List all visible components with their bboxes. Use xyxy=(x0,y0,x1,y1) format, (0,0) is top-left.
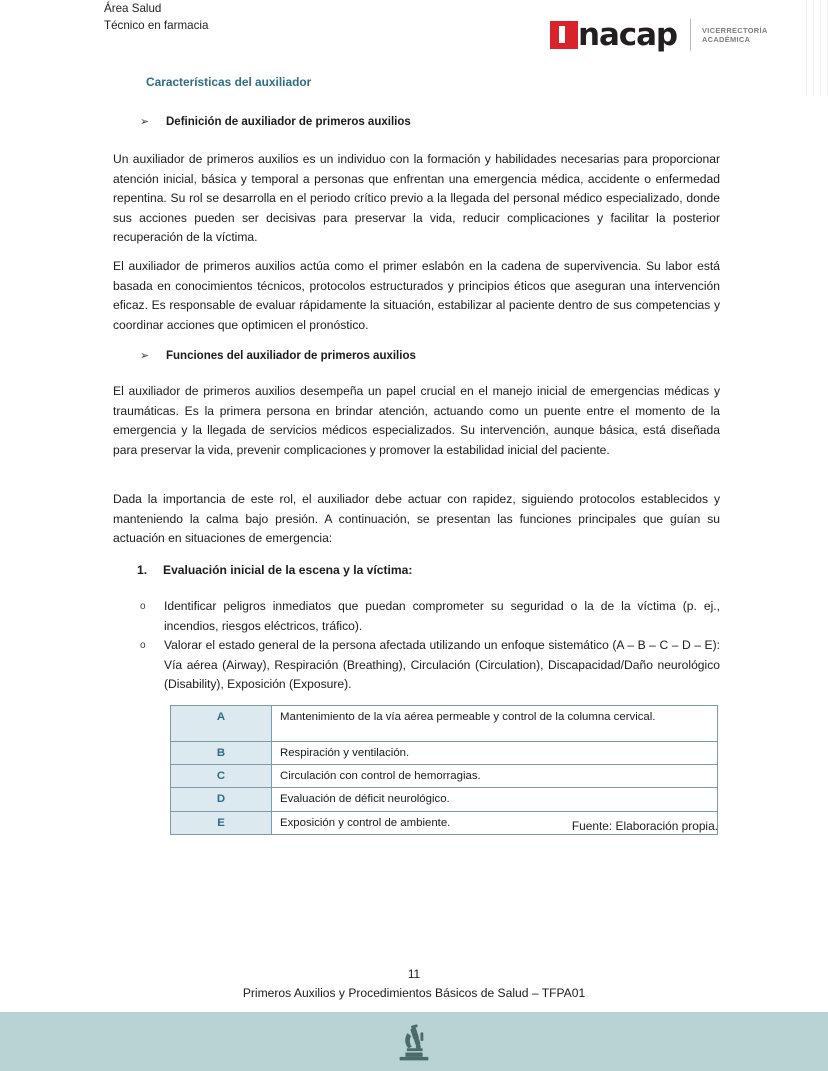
subheading-definicion-label: Definición de auxiliador de primeros auxilios xyxy=(166,116,411,128)
table-cell-letter: B xyxy=(171,742,272,765)
header-program-info xyxy=(104,1,208,34)
table-cell-description: Exposición y control de ambiente. xyxy=(272,811,718,834)
microscope-icon xyxy=(391,1018,437,1064)
paragraph-definicion-2: El auxiliador de primeros auxilios actúa como el primer eslabón en la cadena de supervivencia. Su labor está basada en conocimientos técnicos, protocolos estructurados y principios éticos que aseguran una intervención eficaz. Es responsable de evaluar rápidamente la situación, estabilizar al paciente dentro de sus competencias y coordinar acciones que optimicen el pronóstico. xyxy=(113,259,720,332)
list-item-text: Identificar peligros inmediatos que puedan comprometer su seguridad o la de la víctima (p. ej., incendios, riesgos eléctricos, tráfico). xyxy=(164,599,720,633)
table-cell-description: Circulación con control de hemorragias. xyxy=(272,765,718,788)
header-area-line: Área Salud xyxy=(104,2,162,15)
sub-bullet-list xyxy=(137,597,720,695)
paragraph-funciones-2: Dada la importancia de este rol, el auxiliador debe actuar con rapidez, siguiendo protocolos establecidos y manteniendo la calma bajo presión. A continuación, se presentan las funciones principales que guían su actuación en situaciones de emergencia: xyxy=(113,492,720,546)
footer-course-line: Primeros Auxilios y Procedimientos Básicos de Salud – TFPA01 xyxy=(242,986,586,1000)
inacap-logo xyxy=(550,19,768,51)
table-row xyxy=(171,765,718,788)
table-cell-letter: A xyxy=(171,706,272,742)
logo-divider xyxy=(690,19,691,51)
table-row xyxy=(171,742,718,765)
paragraph-definicion-1: Un auxiliador de primeros auxilios es un individuo con la formación y habilidades necesarias para proporcionar atención inicial, básica y temporal a personas que enfrentan una emergencia médica, accidente o enfermedad repentina. Su rol se desarrolla en el periodo crítico previo a la llegada del personal médico especializado, donde sus acciones pueden ser decisivas para preservar la vida, reducir complicaciones y facilitar la posterior recuperación de la víctima. xyxy=(113,152,720,245)
logo-subtitle-line1: VICERRECTORÍA xyxy=(701,25,768,35)
table-row xyxy=(171,788,718,811)
paragraph-funciones-1: El auxiliador de primeros auxilios desempeña un papel crucial en el manejo inicial de emergencias médicas y traumáticas. Es la primera persona en brindar atención, actuando como un puente entre el momento de la emergencia y la llegada de servicios médicos especializados. Su intervención, aunque básica, está diseñada para preservar la vida, prevenir complicaciones y promover la estabilidad inicial del paciente. xyxy=(113,384,720,457)
page-edge-hairlines xyxy=(802,0,828,100)
logo-subtitle xyxy=(702,26,768,45)
table-cell-description: Evaluación de déficit neurológico. xyxy=(272,788,718,811)
inacap-wordmark: nacap xyxy=(578,17,677,53)
table-cell-letter: C xyxy=(171,765,272,788)
subheading-funciones-label: Funciones del auxiliador de primeros auxilios xyxy=(166,350,416,362)
document-header xyxy=(0,0,828,70)
inacap-square-icon xyxy=(550,21,578,49)
table-cell-description: Respiración y ventilación. xyxy=(272,742,718,765)
section-title: Características del auxiliador xyxy=(146,75,312,89)
header-program-line: Técnico en farmacia xyxy=(104,18,209,32)
numbered-item-1 xyxy=(137,563,412,577)
list-item-text: Valorar el estado general de la persona afectada utilizando un enfoque sistemático (A – B – C – D – E): Vía aérea (Airway), Respiración (Breathing), Circulación (Circulation), Discapacidad/Daño neurológico (Disability), Exposición (Exposure). xyxy=(164,638,720,692)
subheading-funciones xyxy=(140,349,416,362)
table-row xyxy=(171,706,718,742)
inacap-logo-mark xyxy=(550,17,677,53)
circle-bullet-icon: o xyxy=(140,640,146,652)
list-item xyxy=(137,636,720,695)
abcde-table xyxy=(170,705,718,835)
table-cell-letter: D xyxy=(171,788,272,811)
numbered-item-1-number: 1. xyxy=(137,563,148,577)
subheading-definicion xyxy=(140,115,411,128)
page-number: 11 xyxy=(407,967,421,981)
logo-subtitle-line2: ACADÉMICA xyxy=(701,35,751,44)
table-cell-description: Mantenimiento de la vía aérea permeable y control de la columna cervical. xyxy=(272,706,718,742)
table-cell-letter: E xyxy=(171,811,272,834)
table-source-note: Fuente: Elaboración propia. xyxy=(571,819,718,833)
list-item xyxy=(137,597,720,636)
arrow-bullet-icon: ➢ xyxy=(140,350,150,362)
circle-bullet-icon: o xyxy=(140,601,146,612)
numbered-item-1-label: Evaluación inicial de la escena y la víctima: xyxy=(163,563,413,577)
arrow-bullet-icon: ➢ xyxy=(140,116,150,128)
